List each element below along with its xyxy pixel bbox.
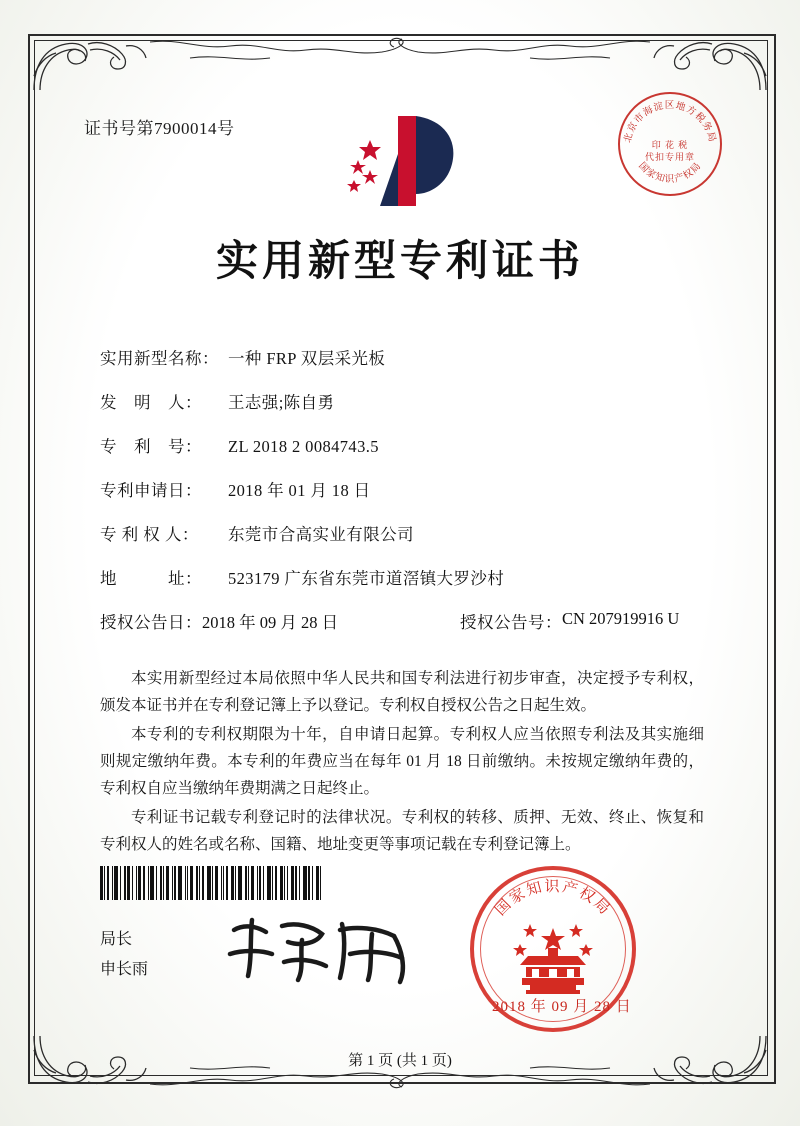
field-grant-announcement <box>100 609 700 633</box>
barcode-bar <box>112 866 113 900</box>
barcode-bar <box>150 866 154 900</box>
barcode-bar <box>166 866 169 900</box>
barcode-bar <box>238 866 242 900</box>
field-label: 专 利 权 人： <box>100 525 199 544</box>
barcode-bar <box>212 866 213 900</box>
barcode-bar <box>163 866 164 900</box>
barcode-bar <box>245 866 247 900</box>
barcode-bar <box>215 866 218 900</box>
barcode-bar <box>267 866 271 900</box>
commissioner-label-block <box>100 925 148 985</box>
handwritten-signature <box>222 910 432 990</box>
field-label: 发 明 人： <box>100 393 202 412</box>
field-patentee <box>100 521 700 545</box>
barcode-bar <box>272 866 273 900</box>
barcode-bar <box>207 866 211 900</box>
barcode-bar <box>107 866 109 900</box>
barcode-bar <box>226 866 228 900</box>
seal-arc-label: 国家知识产权局 <box>491 877 615 919</box>
field-label: 专利申请日： <box>100 481 202 500</box>
seal-bottom-arc-label: 国家知识产权局 <box>636 160 704 185</box>
barcode <box>100 866 328 900</box>
barcode-bar <box>259 866 261 900</box>
barcode-bar <box>160 866 162 900</box>
barcode-bar <box>251 866 254 900</box>
field-address <box>100 565 700 589</box>
barcode-bar <box>199 866 200 900</box>
grant-date-value: 2018 年 09 月 28 日 <box>202 613 339 632</box>
barcode-bar <box>114 866 118 900</box>
barcode-bar <box>287 866 288 900</box>
barcode-bar <box>100 866 103 900</box>
barcode-bar <box>202 866 204 900</box>
field-value: ZL 2018 2 0084743.5 <box>228 437 379 456</box>
page-footer: 第 1 页 (共 1 页) <box>348 1053 452 1069</box>
seal-top-arc-label: 北京市海淀区地方税务局 <box>622 100 718 144</box>
body-paragraphs <box>100 665 704 860</box>
barcode-bar <box>136 866 137 900</box>
field-label: 地 址： <box>100 569 202 588</box>
barcode-bar <box>185 866 186 900</box>
barcode-bar <box>221 866 222 900</box>
barcode-bar <box>235 866 236 900</box>
barcode-bar <box>299 866 300 900</box>
barcode-bar <box>263 866 264 900</box>
field-application-date <box>100 477 700 501</box>
svg-text:国家知识产权局 <box>636 160 704 185</box>
barcode-bar <box>178 866 182 900</box>
barcode-bar <box>174 866 176 900</box>
barcode-bar <box>148 866 149 900</box>
barcode-bar <box>275 866 277 900</box>
grant-number-value: CN 207919916 U <box>562 609 680 628</box>
grant-date-label: 授权公告日： <box>100 613 202 632</box>
certificate-number: 证书号第7900014号 <box>84 119 235 138</box>
edge-ornament-top <box>150 36 650 66</box>
tax-stamp-seal <box>618 92 722 196</box>
barcode-bar <box>312 866 313 900</box>
field-list <box>100 345 700 647</box>
field-patent-number <box>100 433 700 457</box>
barcode-bar <box>132 866 133 900</box>
commissioner-title: 局长 <box>100 931 133 948</box>
barcode-bar <box>257 866 258 900</box>
seal-line-1: 印 花 税 <box>651 140 689 150</box>
barcode-bar <box>138 866 141 900</box>
grant-number-group <box>460 609 679 633</box>
barcode-bar <box>172 866 173 900</box>
field-value: 523179 广东省东莞市道滘镇大罗沙村 <box>228 569 505 588</box>
barcode-bar <box>156 866 157 900</box>
svg-text:北京市海淀区地方税务局 <box>621 99 718 144</box>
field-inventor <box>100 389 700 413</box>
paragraph-1: 本实用新型经过本局依照中华人民共和国专利法进行初步审查，决定授予专利权，颁发本证书并在专利登记簿上予以登记。专利权自授权公告之日起生效。 <box>100 670 704 714</box>
barcode-bar <box>295 866 297 900</box>
barcode-bar <box>303 866 307 900</box>
seal-date: 2018 年 09 月 28 日 <box>492 999 632 1015</box>
page-title: 实用新型专利证书 <box>215 236 584 285</box>
barcode-bar <box>291 866 294 900</box>
barcode-bar <box>284 866 285 900</box>
barcode-bar <box>120 866 121 900</box>
field-utility-model-name <box>100 345 700 369</box>
barcode-bar <box>190 866 193 900</box>
barcode-bar <box>316 866 319 900</box>
barcode-bar <box>104 866 105 900</box>
barcode-bar <box>231 866 234 900</box>
field-value: 一种 FRP 双层采光板 <box>228 349 386 368</box>
grant-date-group <box>100 609 460 633</box>
field-label: 专 利 号： <box>100 437 202 456</box>
commissioner-name: 申长雨 <box>100 961 149 978</box>
paragraph-3: 专利证书记载专利登记时的法律状况。专利权的转移、质押、无效、终止、恢复和专利权人的姓名或名称、国籍、地址变更等事项记载在专利登记簿上。 <box>100 809 704 853</box>
barcode-bar <box>196 866 198 900</box>
barcode-bar <box>124 866 126 900</box>
field-value: 东莞市合高实业有限公司 <box>228 525 414 544</box>
cnipa-logo <box>340 110 468 220</box>
grant-number-label: 授权公告号： <box>460 613 562 632</box>
barcode-bar <box>187 866 188 900</box>
field-value: 2018 年 01 月 18 日 <box>228 481 371 500</box>
barcode-bar <box>280 866 283 900</box>
field-label: 实用新型名称： <box>100 349 219 368</box>
seal-line-2: 代扣专用章 <box>644 152 695 162</box>
field-value: 王志强;陈自勇 <box>228 393 335 412</box>
paragraph-2: 本专利的专利权期限为十年，自申请日起算。专利权人应当依照专利法及其实施细则规定缴纳年费。本专利的年费应当在每年 01 月 18 日前缴纳。未按规定缴纳年费的，专利权自应当缴纳年费期满之日起终止。 <box>100 726 704 797</box>
barcode-bar <box>248 866 249 900</box>
barcode-bar <box>320 866 321 900</box>
barcode-bar <box>143 866 145 900</box>
barcode-bar <box>127 866 130 900</box>
barcode-bar <box>308 866 310 900</box>
barcode-bar <box>223 866 224 900</box>
